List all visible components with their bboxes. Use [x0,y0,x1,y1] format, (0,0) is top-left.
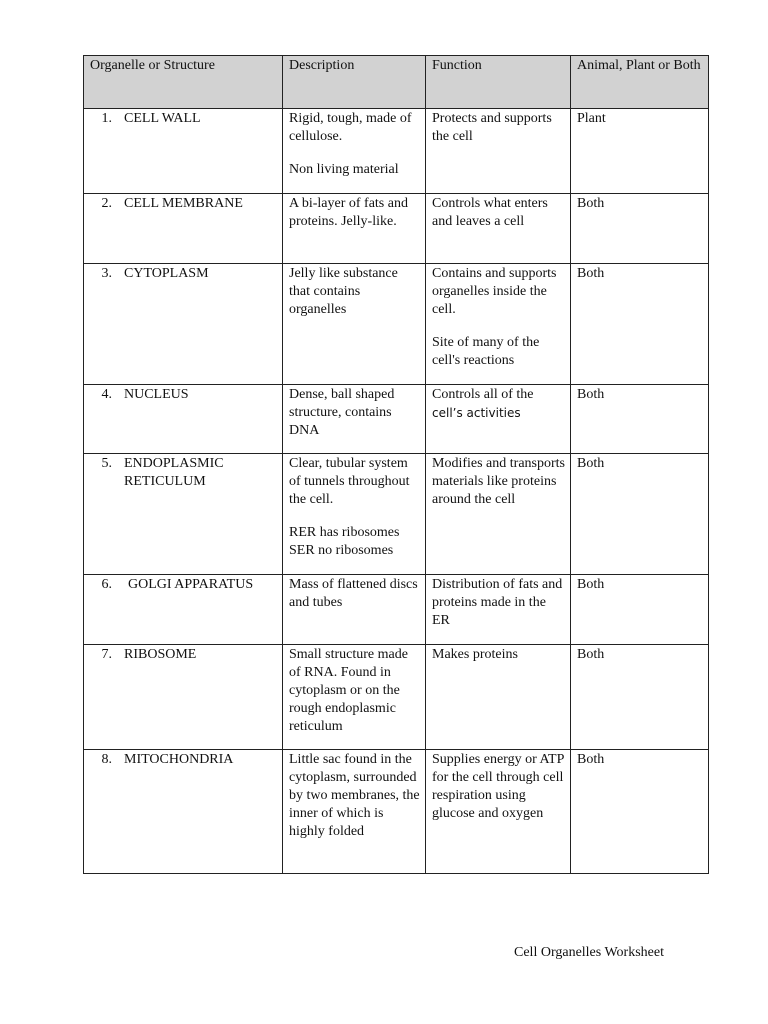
type-cell: Both [571,454,709,575]
type-cell: Both [571,750,709,874]
type-cell: Both [571,194,709,264]
function-text: Modifies and transports materials like proteins around the cell [432,456,565,507]
function-text: Controls what enters and leaves a cell [432,196,548,229]
header-animal-plant-both: Animal, Plant or Both [571,56,709,109]
description-text: Small structure made of RNA. Found in cytoplasm or on the rough endoplasmic reticulum [289,647,408,734]
function-text: Protects and supports the cell [432,111,552,144]
description-cell [283,645,426,750]
function-cell [426,454,571,575]
description-cell [283,194,426,264]
function-cell [426,109,571,194]
organelle-name: NUCLEUS [124,387,189,402]
function-cell [426,575,571,645]
table-row [84,645,709,750]
function-cell [426,645,571,750]
organelle-cell [84,454,283,575]
organelle-name: CELL MEMBRANE [124,196,243,211]
header-organelle: Organelle or Structure [84,56,283,109]
row-number: 1. [101,111,112,126]
description-cell [283,264,426,385]
table-row [84,750,709,874]
organelle-cell [84,750,283,874]
table-row [84,454,709,575]
function-text: Site of many of the cell's reactions [432,335,540,368]
row-number: 8. [101,752,112,767]
footer-title: Cell Organelles Worksheet [514,945,664,960]
description-text: Rigid, tough, made of cellulose. [289,111,412,144]
description-text: Little sac found in the cytoplasm, surrounded by two membranes, the inner of which is highly folded [289,752,420,839]
row-number: 3. [101,266,112,281]
description-text: Clear, tubular system of tunnels throughout the cell. [289,456,410,507]
organelle-name: ENDOPLASMIC RETICULUM [124,456,224,489]
organelle-name: CELL WALL [124,111,201,126]
organelle-name: GOLGI APPARATUS [128,577,254,592]
organelle-cell [84,575,283,645]
organelle-name: CYTOPLASM [124,266,209,281]
type-cell: Both [571,575,709,645]
organelles-table [83,55,709,874]
function-text: Distribution of fats and proteins made in the ER [432,577,563,628]
row-number: 4. [101,387,112,402]
description-text: Jelly like substance that contains organelles [289,266,398,317]
description-text: Dense, ball shaped structure, contains DNA [289,387,395,438]
function-text: Makes proteins [432,647,518,662]
header-description: Description [283,56,426,109]
description-cell [283,575,426,645]
function-text: Supplies energy or ATP for the cell through cell respiration using glucose and oxygen [432,752,564,821]
table-header-row [84,56,709,109]
header-function: Function [426,56,571,109]
organelle-cell [84,109,283,194]
organelle-name: MITOCHONDRIA [124,752,234,767]
organelle-name: RIBOSOME [124,647,197,662]
row-number: 7. [101,647,112,662]
description-text: RER has ribosomes SER no ribosomes [289,525,400,558]
organelle-cell [84,385,283,454]
type-cell: Both [571,264,709,385]
table-row [84,109,709,194]
function-text: cell’s activities [432,406,521,420]
table-row [84,194,709,264]
organelle-cell [84,264,283,385]
function-cell [426,385,571,454]
row-number: 6. [101,577,112,592]
type-cell: Plant [571,109,709,194]
organelle-cell [84,645,283,750]
function-cell [426,264,571,385]
description-text: Mass of flattened discs and tubes [289,577,418,610]
description-cell [283,109,426,194]
description-cell [283,454,426,575]
type-cell: Both [571,645,709,750]
row-number: 5. [101,456,112,471]
organelle-cell [84,194,283,264]
table-row [84,385,709,454]
description-text: Non living material [289,162,399,177]
description-cell [283,750,426,874]
type-cell: Both [571,385,709,454]
function-cell [426,750,571,874]
description-text: A bi-layer of fats and proteins. Jelly-like. [289,196,408,229]
function-cell [426,194,571,264]
table-row [84,575,709,645]
function-text: Controls all of the [432,387,534,402]
row-number: 2. [101,196,112,211]
function-text: Contains and supports organelles inside the cell. [432,266,557,317]
description-cell [283,385,426,454]
table-row [84,264,709,385]
